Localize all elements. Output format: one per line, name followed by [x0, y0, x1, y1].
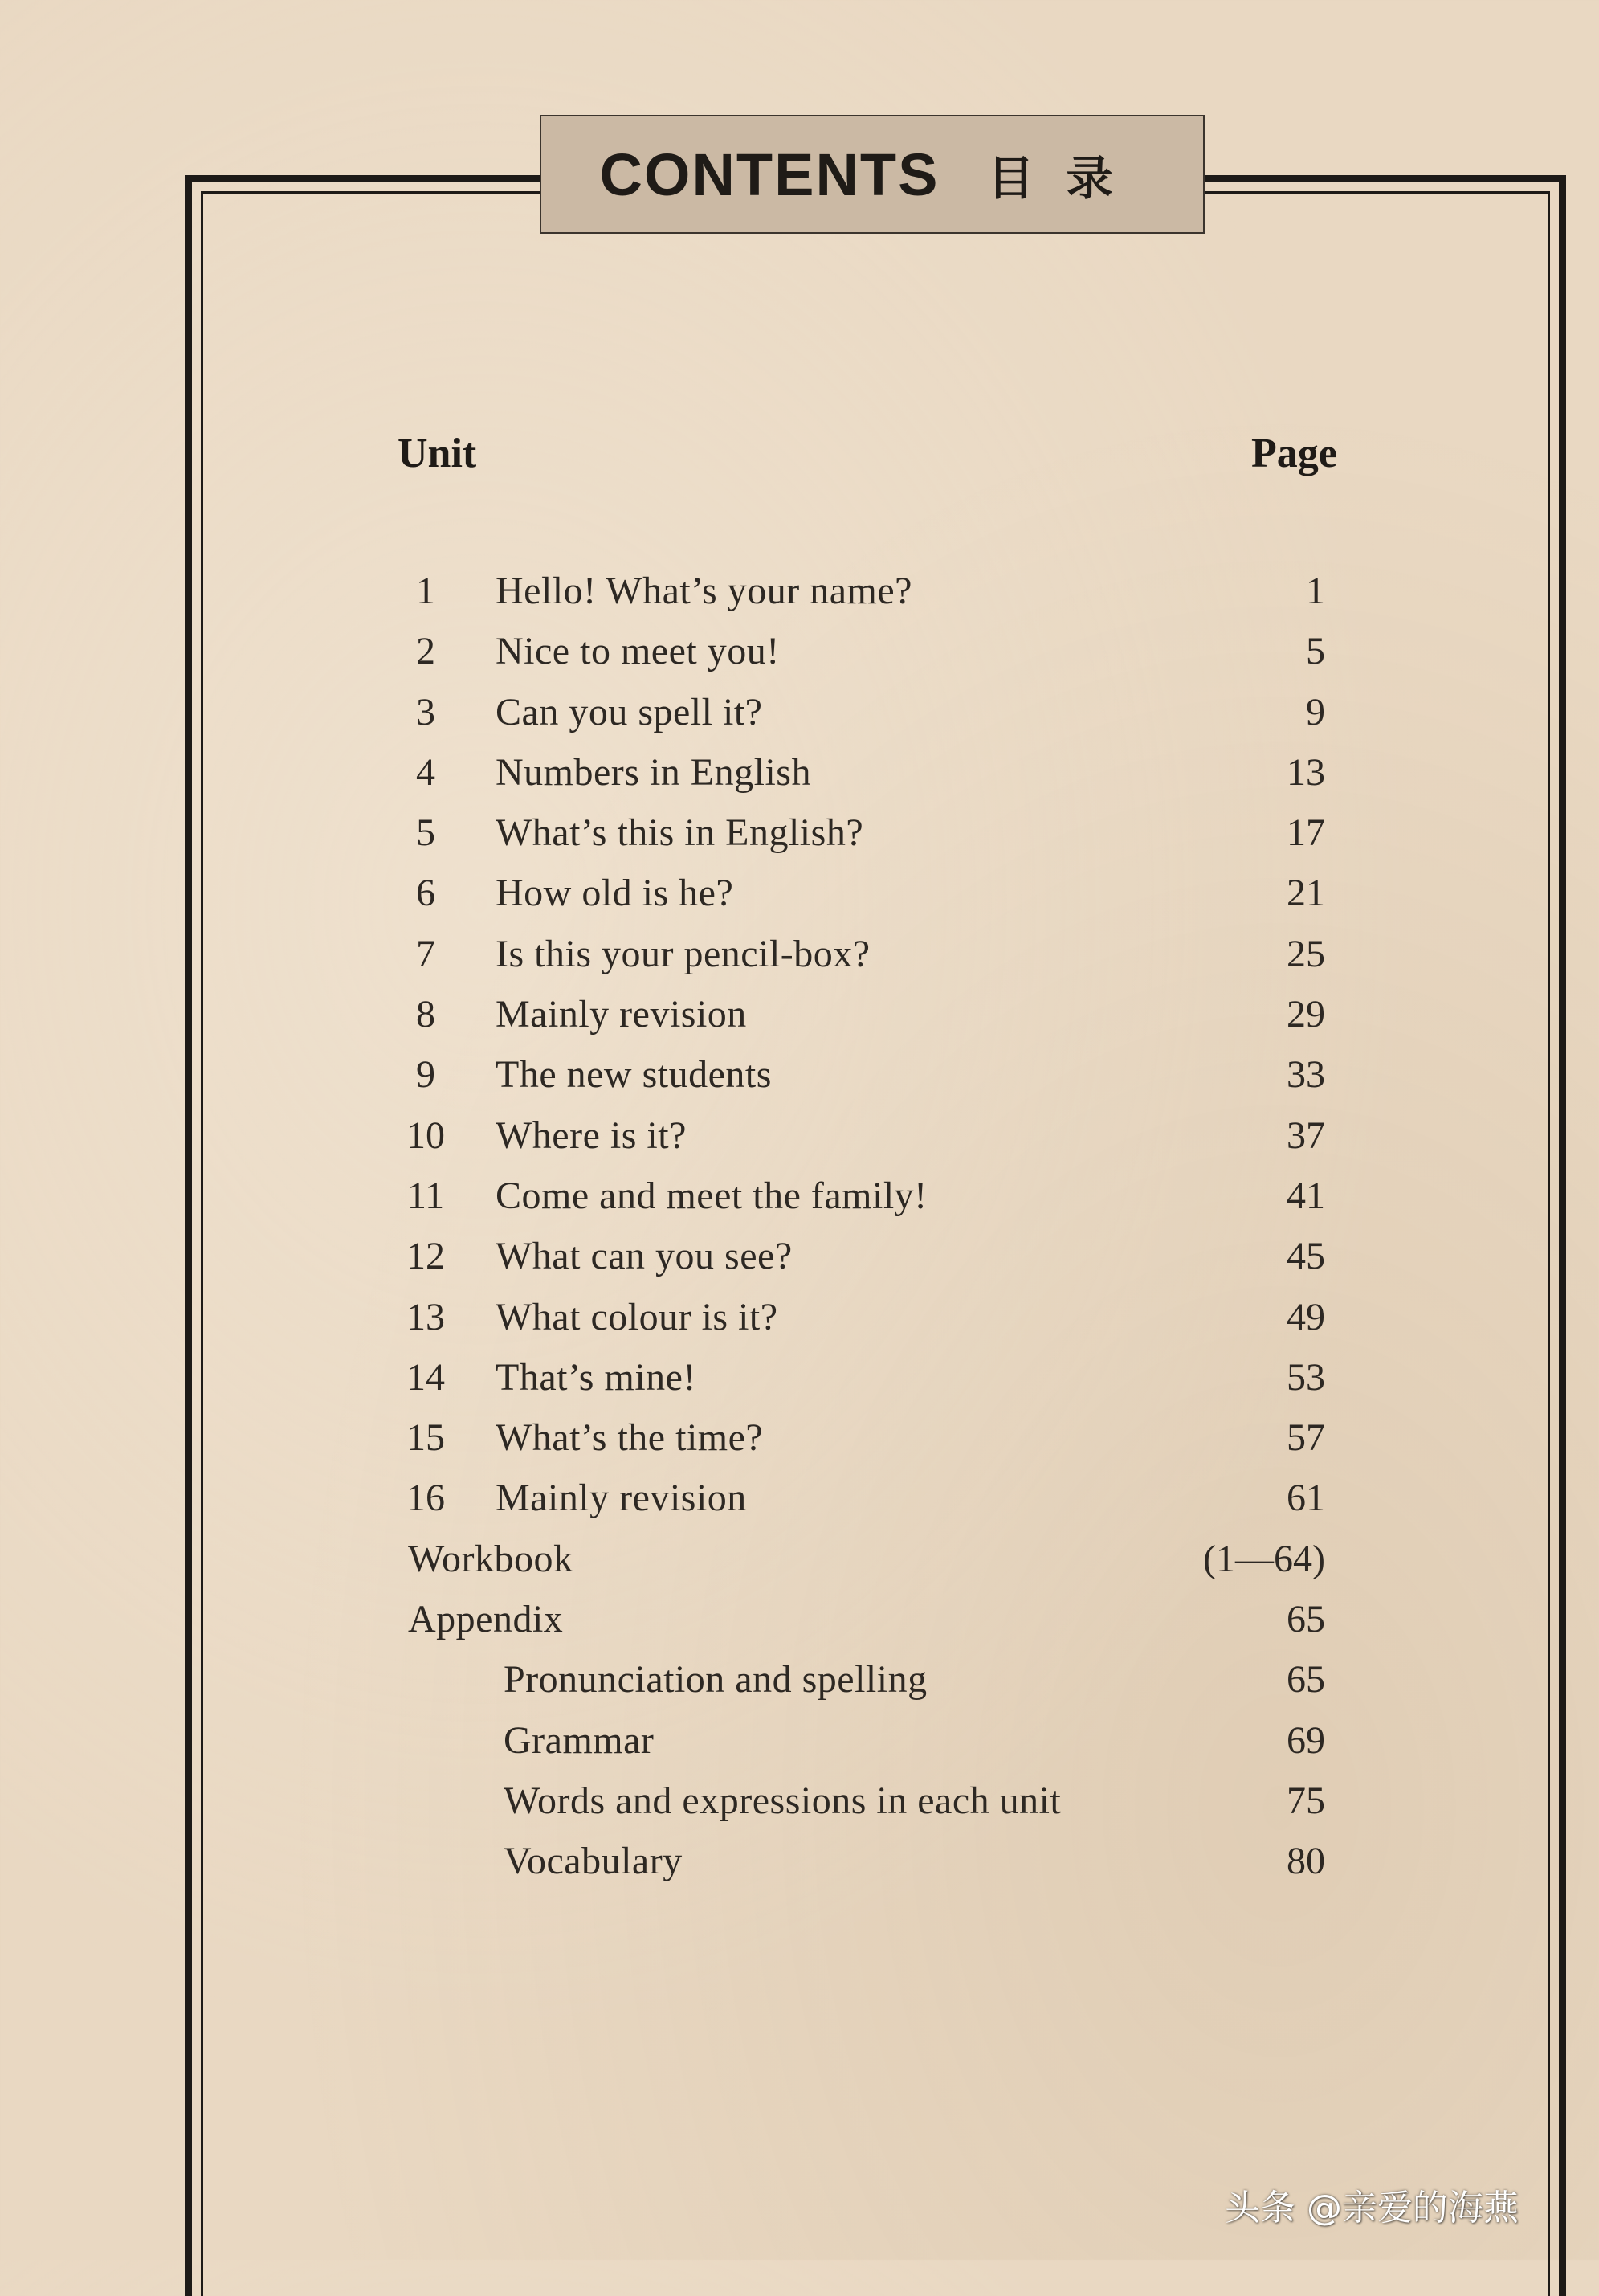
toc-row-unit-10	[0, 1105, 1599, 1166]
page-number: 21	[1287, 872, 1325, 915]
unit-title: What’s the time?	[496, 1416, 764, 1460]
unit-number: 14	[406, 1355, 445, 1399]
unit-title: Is this your pencil-box?	[496, 932, 871, 975]
toc-row-workbook	[0, 1529, 1599, 1589]
contents-title-chinese: 目录	[987, 151, 1145, 206]
toc-row-unit-6	[0, 863, 1599, 923]
page-number: 5	[1306, 630, 1325, 673]
page-number: 17	[1287, 811, 1325, 855]
toc-row-unit-11	[0, 1166, 1599, 1226]
page-number: 65	[1287, 1658, 1325, 1702]
unit-number: 2	[416, 630, 435, 673]
toc-row-unit-2	[0, 621, 1599, 681]
unit-number: 9	[416, 1053, 435, 1097]
toc-row-unit-5	[0, 803, 1599, 863]
toc-row-unit-13	[0, 1287, 1599, 1347]
page-number: 29	[1287, 993, 1325, 1036]
unit-number: 13	[406, 1295, 445, 1338]
appendix-title: Appendix	[408, 1598, 564, 1641]
page-number: 53	[1287, 1355, 1325, 1399]
unit-number: 6	[416, 872, 435, 915]
appendix-item-title: Words and expressions in each unit	[504, 1779, 1062, 1822]
page-number: 33	[1287, 1053, 1325, 1097]
unit-number: 12	[406, 1235, 445, 1278]
toc-row-appendix-item	[0, 1649, 1599, 1710]
page-number: 75	[1287, 1779, 1325, 1822]
unit-title: Nice to meet you!	[496, 630, 780, 673]
toc-row-unit-16	[0, 1468, 1599, 1528]
unit-title: What colour is it?	[496, 1295, 778, 1338]
toc-row-appendix-item	[0, 1771, 1599, 1831]
unit-title: Mainly revision	[496, 993, 747, 1036]
unit-title: Where is it?	[496, 1113, 687, 1157]
page-number: 61	[1287, 1477, 1325, 1520]
page-number: 13	[1287, 750, 1325, 794]
unit-title: The new students	[496, 1053, 772, 1097]
page-number: 25	[1287, 932, 1325, 975]
unit-title: Numbers in English	[496, 750, 811, 794]
unit-number: 4	[416, 750, 435, 794]
unit-number: 3	[416, 690, 435, 733]
toc-row-unit-1	[0, 561, 1599, 621]
toc-row-unit-8	[0, 984, 1599, 1044]
toc-row-unit-15	[0, 1407, 1599, 1468]
page-number: 41	[1287, 1174, 1325, 1217]
page-number: (1—64)	[1203, 1537, 1325, 1580]
toc-row-unit-14	[0, 1347, 1599, 1407]
toc-row-appendix-item	[0, 1831, 1599, 1891]
page-number: 45	[1287, 1235, 1325, 1278]
contents-list	[0, 561, 1599, 1892]
unit-number: 7	[416, 932, 435, 975]
unit-number: 11	[406, 1174, 445, 1217]
page-number: 65	[1287, 1598, 1325, 1641]
unit-number: 16	[406, 1477, 445, 1520]
contents-title-box	[540, 115, 1205, 234]
toc-row-unit-12	[0, 1226, 1599, 1286]
unit-number: 8	[416, 993, 435, 1036]
unit-title: Mainly revision	[496, 1477, 747, 1520]
appendix-item-title: Grammar	[504, 1718, 655, 1762]
unit-number: 1	[416, 570, 435, 612]
toc-row-unit-4	[0, 742, 1599, 803]
page-column-header: Page	[1251, 431, 1337, 476]
unit-title: Hello! What’s your name?	[496, 570, 912, 612]
toc-row-unit-9	[0, 1044, 1599, 1105]
unit-title: That’s mine!	[496, 1355, 696, 1399]
toc-row-appendix-item	[0, 1710, 1599, 1771]
toc-row-unit-7	[0, 924, 1599, 984]
page-number: 1	[1306, 570, 1325, 612]
page-number: 9	[1306, 690, 1325, 733]
page-number: 57	[1287, 1416, 1325, 1460]
appendix-item-title: Pronunciation and spelling	[504, 1658, 928, 1702]
page-number: 37	[1287, 1113, 1325, 1157]
unit-number: 5	[416, 811, 435, 855]
unit-title: Can you spell it?	[496, 690, 763, 733]
unit-title: What can you see?	[496, 1235, 793, 1278]
page-number: 49	[1287, 1295, 1325, 1338]
unit-number: 10	[406, 1113, 445, 1157]
contents-title: CONTENTS	[599, 141, 940, 208]
page-number: 69	[1287, 1718, 1325, 1762]
unit-title: What’s this in English?	[496, 811, 864, 855]
unit-column-header: Unit	[398, 431, 477, 476]
toc-row-appendix	[0, 1589, 1599, 1649]
workbook-title: Workbook	[408, 1537, 573, 1580]
unit-title: How old is he?	[496, 872, 734, 915]
toc-row-unit-3	[0, 682, 1599, 742]
page-number: 80	[1287, 1840, 1325, 1883]
unit-title: Come and meet the family!	[496, 1174, 928, 1217]
unit-number: 15	[406, 1416, 445, 1460]
watermark-text: 头条 @亲爱的海燕	[1225, 2188, 1519, 2229]
appendix-item-title: Vocabulary	[504, 1840, 683, 1883]
